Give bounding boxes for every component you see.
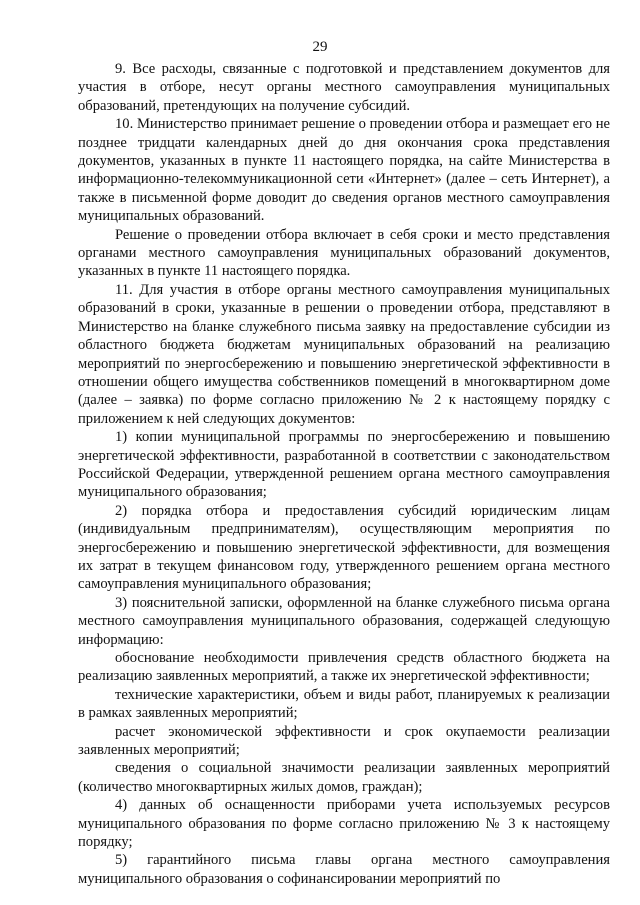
sub-item: технические характеристики, объем и виды работ, планируемых к реализации в рамках заявленных мероприятий;	[78, 686, 610, 722]
list-item: 2) порядка отбора и предоставления субсидий юридическим лицам (индивидуальным предпринимателям), осуществляющим мероприятия по энергосбережению и повышению энергетической эффективности, для возмещения их затрат в текущем финансовом году, утвержденного решением органа местного самоуправления муниципального образования;	[78, 502, 610, 593]
document-body	[78, 60, 610, 888]
list-item: 4) данных об оснащенности приборами учета используемых ресурсов муниципального образования по форме согласно приложению № 3 к настоящему порядку;	[78, 797, 610, 851]
sub-item: обоснование необходимости привлечения средств областного бюджета на реализацию заявленных мероприятий, а также их энергетической эффективности;	[78, 650, 610, 685]
list-item: 1) копии муниципальной программы по энергосбережению и повышению энергетической эффективности, разработанной в соответствии с законодательством Российской Федерации, утвержденной решением органа местного самоуправления муниципального образования;	[78, 429, 610, 501]
page-number: 29	[312, 39, 328, 55]
list-item: 5) гарантийного письма главы органа местного самоуправления муниципального образования о софинансировании мероприятий по	[78, 852, 610, 887]
paragraph: 11. Для участия в отборе органы местного самоуправления муниципальных образований в сроки, указанные в решении о проведении отбора, представляют в Министерство на бланке служебного письма заявку на предоставление субсидии из областного бюджета бюджетам муниципальных образований на реализацию мероприятий по энергосбережению и повышению энергетической эффективности в отношении общего имущества собственников помещений в многоквартирном доме (далее – заявка) по форме согласно приложению № 2 к настоящему порядку с приложением к ней следующих документов:	[78, 281, 610, 427]
paragraph: Решение о проведении отбора включает в себя сроки и место представления органами местного самоуправления муниципальных образований документов, указанных в пункте 11 настоящего порядка.	[78, 226, 610, 280]
paragraph: 9. Все расходы, связанные с подготовкой и представлением документов для участия в отборе, несут органы местного самоуправления муниципальных образований, претендующих на получение субсидий.	[78, 61, 610, 114]
paragraph: 10. Министерство принимает решение о проведении отбора и размещает его не позднее тридцати календарных дней до дня окончания срока представления документов, указанных в пункте 11 настоящего порядка, на сайте Министерства в информационно-телекоммуникационной сети «Интернет» (далее – сеть Интернет), а также в письменной форме доводит до сведения органов местного самоуправления муниципальных образований.	[78, 116, 610, 225]
sub-item: расчет экономической эффективности и срок окупаемости реализации заявленных мероприятий;	[78, 723, 610, 759]
sub-item: сведения о социальной значимости реализации заявленных мероприятий (количество многоквартирных жилых домов, граждан);	[78, 760, 610, 795]
list-item: 3) пояснительной записки, оформленной на бланке служебного письма органа местного самоуправления муниципального образования, содержащей следующую информацию:	[78, 594, 610, 648]
